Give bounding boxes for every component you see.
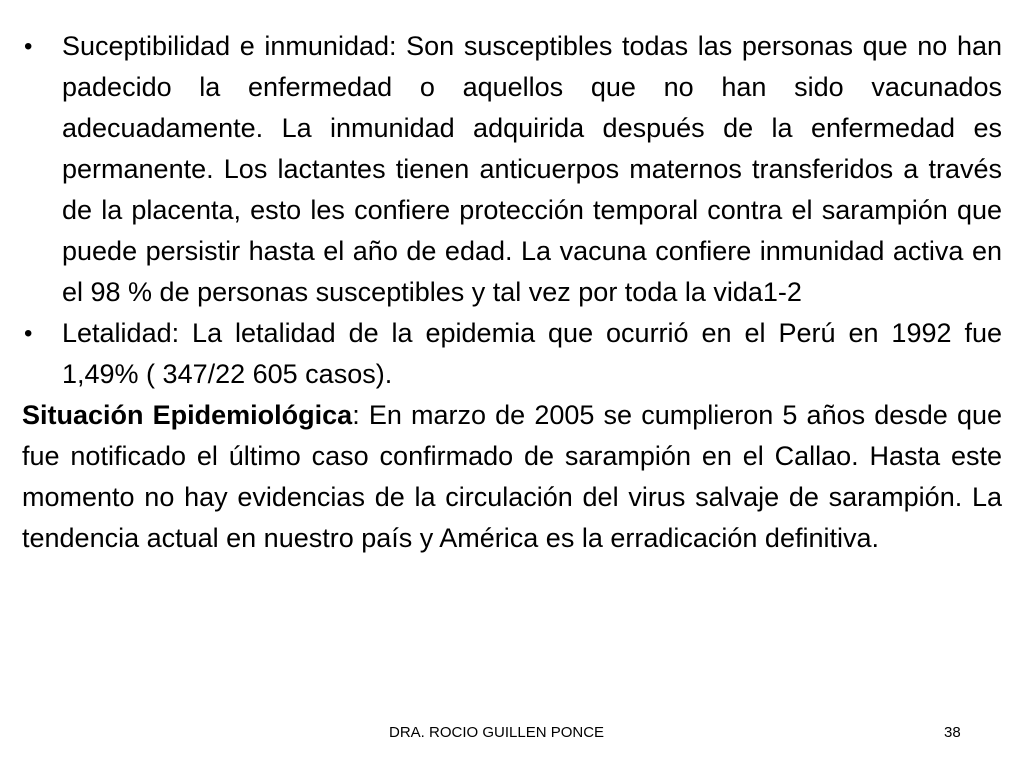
bullet-item-susceptibilidad	[22, 26, 1002, 313]
paragraph-text: : En marzo de 2005 se cumplieron 5 años desde que fue notificado el último caso confirmado de sarampión en el Callao. Hasta este momento no hay evidencias de la circulación del virus salvaje de sarampión. La tendencia actual en nuestro país y América es la erradicación definitiva.	[22, 400, 1003, 553]
footer-author: DRA. ROCIO GUILLEN PONCE	[389, 724, 605, 741]
slide-content	[22, 26, 1002, 559]
page-number: 38	[944, 724, 961, 741]
bullet-icon: •	[24, 33, 33, 60]
bullet-item-letalidad	[22, 313, 1002, 395]
bullet-icon: •	[24, 320, 33, 347]
bullet-text-susceptibilidad: Suceptibilidad e inmunidad: Son susceptibles todas las personas que no han padecido la enfermedad o aquellos que no han sido vacunados adecuadamente. La inmunidad adquirida después de la enfermedad es permanente. Los lactantes tienen anticuerpos maternos transferidos a través de la placenta, esto les confiere protección temporal contra el sarampión que puede persistir hasta el año de edad. La vacuna confiere inmunidad activa en el 98 % de personas susceptibles y tal vez por toda la vida1-2	[62, 31, 1002, 307]
paragraph-situacion-epidemiologica	[22, 395, 1002, 559]
bullet-text-letalidad: Letalidad: La letalidad de la epidemia que ocurrió en el Perú en 1992 fue 1,49% ( 347/22 605 casos).	[62, 318, 1002, 389]
paragraph-lead: Situación Epidemiológica	[22, 400, 353, 430]
